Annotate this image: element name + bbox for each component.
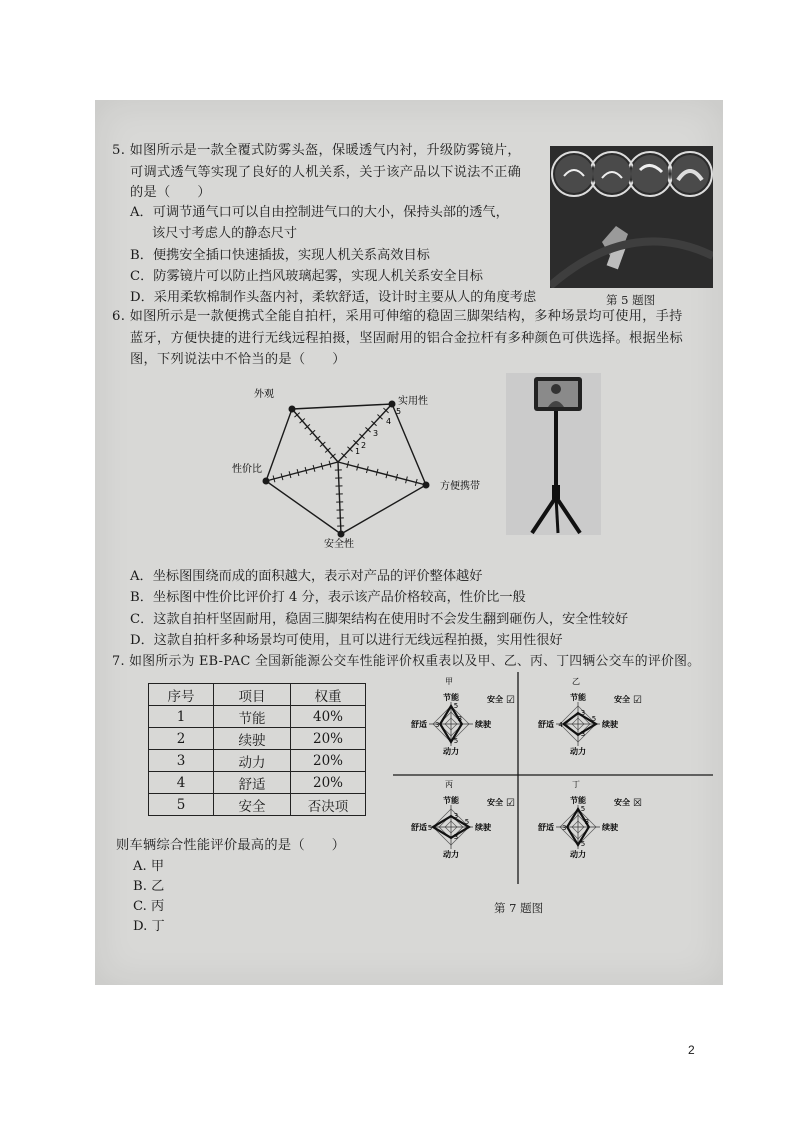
table-row bbox=[149, 706, 366, 728]
safety-label: 安全 bbox=[614, 695, 630, 704]
q6-option-d: D．这款自拍杆多种场景均可使用，且可以进行无线远程拍摄，实用性很好 bbox=[130, 633, 563, 648]
table-cell: 4 bbox=[149, 772, 214, 794]
radar-axis-label: 动力 bbox=[570, 850, 586, 859]
radar-axis-label: 舒适 bbox=[538, 823, 554, 832]
table-cell: 20% bbox=[291, 772, 366, 794]
radar-chart-name: 甲 bbox=[445, 677, 453, 686]
radar-value-label: 3 bbox=[453, 832, 459, 841]
radar-axis-label: 节能 bbox=[570, 796, 586, 805]
q5-line-3: 的是（ ） bbox=[130, 185, 211, 200]
radar-value-label: 3 bbox=[584, 818, 590, 826]
q7-caption: 第 7 题图 bbox=[494, 901, 544, 915]
radar-axis-label: 节能 bbox=[570, 693, 586, 702]
q7-option-a: A. 甲 bbox=[133, 859, 165, 874]
radar-tick-2: 2 bbox=[361, 441, 367, 450]
radar-value-label: 5 bbox=[580, 805, 586, 813]
radar-label-portability: 方便携带 bbox=[440, 481, 480, 492]
q5-line-2: 可调式透气等实现了良好的人机关系，关于该产品以下说法不正确 bbox=[130, 165, 522, 180]
radar-value-label: 4 bbox=[558, 721, 563, 729]
q7-radar-grid bbox=[393, 672, 713, 884]
radar-axis-label: 舒适 bbox=[411, 720, 427, 729]
table-cell: 否决项 bbox=[291, 794, 366, 816]
q7-line-1: 7. 如图所示为 EB-PAC 全国新能源公交车性能评价权重表以及甲、乙、丙、丁四辆公交车的评价图。 bbox=[112, 654, 701, 669]
radar-label-safety: 安全性 bbox=[324, 539, 354, 550]
radar-label-value: 性价比 bbox=[232, 464, 262, 475]
radar-axis-label: 动力 bbox=[570, 747, 586, 756]
radar-axis-label: 节能 bbox=[443, 693, 459, 702]
helmet-photo bbox=[550, 146, 713, 288]
table-header: 项目 bbox=[214, 684, 291, 706]
table-cell: 3 bbox=[149, 750, 214, 772]
table-row bbox=[149, 728, 366, 750]
q5-caption: 第 5 题图 bbox=[606, 293, 656, 307]
radar-axis-label: 续驶 bbox=[475, 823, 491, 832]
table-cell: 动力 bbox=[214, 750, 291, 772]
radar-tick-3: 3 bbox=[373, 429, 379, 438]
safety-checkbox-icon: ☑ bbox=[506, 695, 515, 706]
q5-line-1: 5. 如图所示是一款全覆式防雾头盔，保暖透气内衬，升级防雾镜片， bbox=[112, 143, 521, 158]
weight-table bbox=[148, 683, 366, 816]
table-row bbox=[149, 794, 366, 816]
table-header-row bbox=[149, 684, 366, 706]
q6-line-1: 6. 如图所示是一款便携式全能自拍杆，采用可伸缩的稳固三脚架结构，多种场景均可使用，手持 bbox=[112, 309, 683, 324]
radar-tick-1: 1 bbox=[355, 447, 361, 456]
table-cell: 节能 bbox=[214, 706, 291, 728]
safety-label: 安全 bbox=[614, 798, 630, 807]
table-cell: 20% bbox=[291, 728, 366, 750]
radar-axis-label: 续驶 bbox=[475, 720, 491, 729]
q5-option-b: B．便携安全插口快速插拔，实现人机关系高效目标 bbox=[130, 248, 430, 263]
radar-chart-name: 丙 bbox=[445, 780, 453, 789]
radar-value-label: 3 bbox=[434, 721, 440, 729]
radar-value-label: 5 bbox=[464, 818, 470, 826]
table-cell: 20% bbox=[291, 750, 366, 772]
radar-tick-4: 4 bbox=[386, 417, 392, 426]
radar-value-label: 3 bbox=[580, 709, 586, 718]
q6-radar-chart bbox=[228, 382, 498, 557]
table-cell: 续驶 bbox=[214, 728, 291, 750]
radar-value-label: 5 bbox=[427, 824, 433, 832]
radar-axis-label: 动力 bbox=[443, 850, 459, 859]
table-cell: 1 bbox=[149, 706, 214, 728]
radar-tick-5: 5 bbox=[396, 407, 402, 416]
table-cell: 安全 bbox=[214, 794, 291, 816]
table-cell: 2 bbox=[149, 728, 214, 750]
q6-line-2: 蓝牙，方便快捷的进行无线远程拍摄，坚固耐用的铝合金拉杆有多种颜色可供选择。根据坐标 bbox=[130, 331, 683, 346]
table-cell: 舒适 bbox=[214, 772, 291, 794]
radar-value-label: 5 bbox=[453, 702, 459, 710]
table-cell: 5 bbox=[149, 794, 214, 816]
q7-option-b: B. 乙 bbox=[133, 879, 165, 894]
q6-option-b: B．坐标图中性价比评价打 4 分，表示该产品价格较高，性价比一般 bbox=[130, 590, 526, 605]
radar-value-label: 3 bbox=[457, 715, 463, 723]
safety-checkbox-icon: ☑ bbox=[506, 798, 515, 809]
q7-option-d: D. 丁 bbox=[133, 919, 165, 934]
q6-line-3: 图，下列说法中不恰当的是（ ） bbox=[130, 352, 346, 367]
q7-stem: 则车辆综合性能评价最高的是（ ） bbox=[116, 838, 346, 853]
q5-option-a-cont: 该尺寸考虑人的静态尺寸 bbox=[152, 226, 298, 241]
q5-option-a: A．可调节通气口可以自由控制进气口的大小，保持头部的透气， bbox=[130, 205, 509, 220]
radar-chart-name: 乙 bbox=[572, 677, 580, 686]
radar-value-label: 3 bbox=[453, 812, 459, 821]
radar-value-label: 5 bbox=[580, 840, 586, 848]
table-row bbox=[149, 750, 366, 772]
radar-value-label: 3 bbox=[580, 729, 586, 738]
table-cell: 40% bbox=[291, 706, 366, 728]
radar-value-label: 5 bbox=[591, 715, 597, 723]
radar-axis-label: 舒适 bbox=[538, 720, 554, 729]
radar-value-label: 5 bbox=[453, 737, 459, 745]
table-header: 序号 bbox=[149, 684, 214, 706]
table-row bbox=[149, 772, 366, 794]
radar-axis-label: 动力 bbox=[443, 747, 459, 756]
safety-label: 安全 bbox=[487, 695, 503, 704]
radar-axis-label: 续驶 bbox=[602, 720, 618, 729]
radar-chart-name: 丁 bbox=[572, 780, 580, 789]
q7-option-c: C. 丙 bbox=[133, 899, 165, 914]
radar-value-label: 3 bbox=[561, 824, 567, 832]
radar-label-practicality: 实用性 bbox=[398, 396, 428, 407]
safety-label: 安全 bbox=[487, 798, 503, 807]
safety-checkbox-icon: ☒ bbox=[633, 798, 642, 809]
safety-checkbox-icon: ☑ bbox=[633, 695, 642, 706]
selfie-stick-photo bbox=[506, 373, 601, 535]
radar-axis-label: 续驶 bbox=[602, 823, 618, 832]
radar-label-appearance: 外观 bbox=[254, 389, 274, 400]
table-header: 权重 bbox=[291, 684, 366, 706]
radar-axis-label: 舒适 bbox=[411, 823, 427, 832]
radar-axis-label: 节能 bbox=[443, 796, 459, 805]
q6-option-c: C．这款自拍杆坚固耐用，稳固三脚架结构在使用时不会发生翻到砸伤人，安全性较好 bbox=[130, 612, 629, 627]
q5-option-c: C．防雾镜片可以防止挡风玻璃起雾，实现人机关系安全目标 bbox=[130, 269, 483, 284]
page-number: 2 bbox=[688, 1043, 695, 1057]
q5-option-d: D．采用柔软棉制作头盔内衬，柔软舒适，设计时主要从人的角度考虑 bbox=[130, 290, 537, 305]
q6-option-a: A．坐标图围绕而成的面积越大，表示对产品的评价整体越好 bbox=[130, 569, 483, 584]
